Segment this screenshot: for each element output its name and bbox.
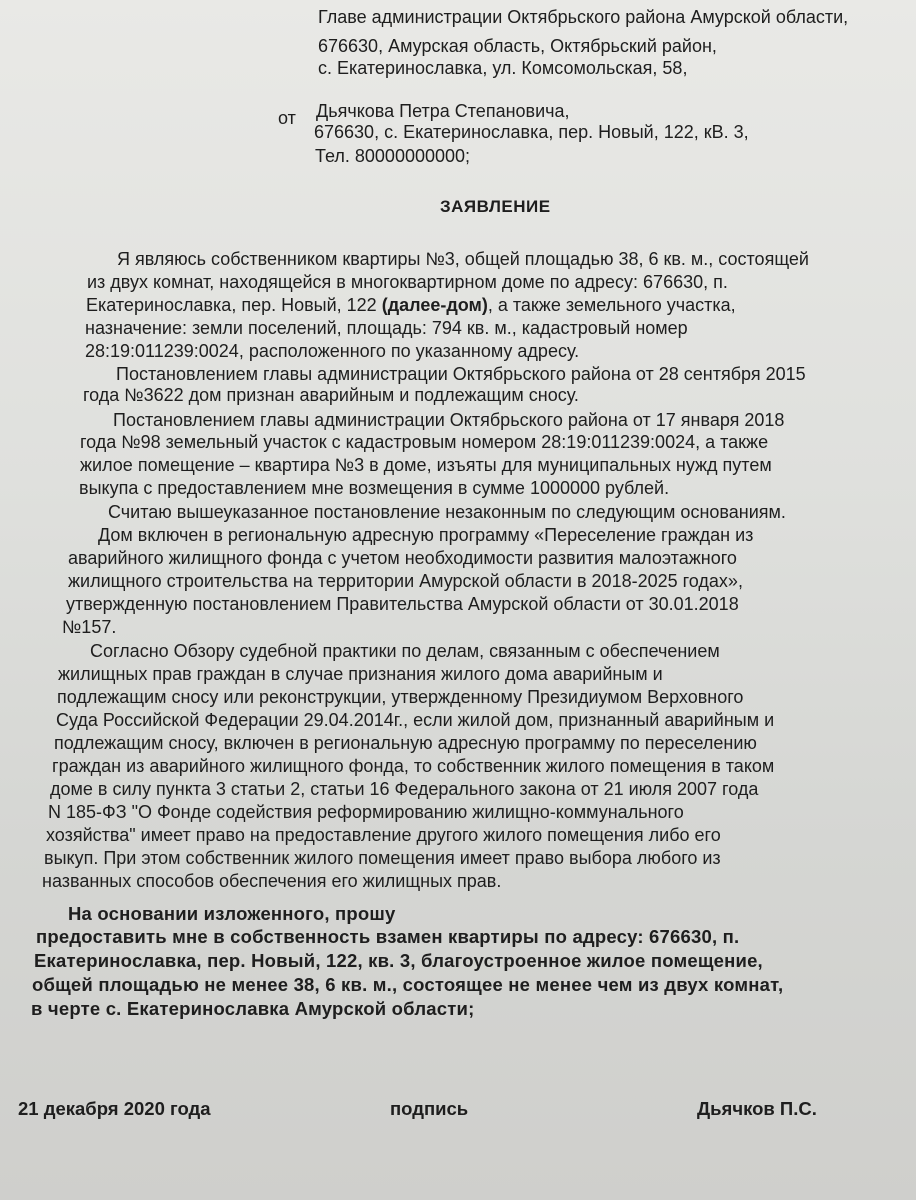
body-line-7: года №3622 дом признан аварийным и подлежащим сносу. xyxy=(83,385,579,405)
body-line-1: Я являюсь собственником квартиры №3, общей площадью 38, 6 кв. м., состоящей xyxy=(117,249,809,269)
body-line-19: жилищных прав граждан в случае признания жилого дома аварийным и xyxy=(58,664,663,684)
document-title: ЗАЯВЛЕНИЕ xyxy=(440,197,551,216)
body-line-5: 28:19:011239:0024, расположенного по указанному адресу. xyxy=(85,341,580,361)
document-date: 21 декабря 2020 года xyxy=(18,1098,211,1119)
sender-phone: Тел. 80000000000; xyxy=(315,146,471,166)
body-line-28: названных способов обеспечения его жилищных прав. xyxy=(42,871,502,891)
body-line-12: Считаю вышеуказанное постановление незаконным по следующим основаниям. xyxy=(108,502,786,522)
body-line-25: N 185-ФЗ "О Фонде содействия реформированию жилищно-коммунального xyxy=(48,802,684,822)
body-line-20: подлежащим сносу или реконструкции, утвержденному Президиумом Верховного xyxy=(57,687,744,707)
body-line-6: Постановлением главы администрации Октябрьского района от 28 сентября 2015 xyxy=(116,364,806,384)
body-line-4: назначение: земли поселений, площадь: 794 кв. м., кадастровый номер xyxy=(85,318,688,338)
body-line-22: подлежащим сносу, включен в региональную адресную программу по переселению xyxy=(54,733,757,753)
body-line-26: хозяйства" имеет право на предоставление другого жилого помещения либо его xyxy=(46,825,721,845)
body-line-16: утвержденную постановлением Правительства Амурской области от 30.01.2018 xyxy=(66,594,739,614)
body-line-13: Дом включен в региональную адресную программу «Переселение граждан из xyxy=(98,525,754,545)
addressee-line-2: 676630, Амурская область, Октябрьский район, xyxy=(318,36,717,56)
body-line-15: жилищного строительства на территории Амурской области в 2018-2025 годах», xyxy=(68,571,743,591)
request-line-1: На основании изложенного, прошу xyxy=(68,903,396,924)
signer-name: Дьячков П.С. xyxy=(697,1098,817,1119)
body-line-11: выкупа с предоставлением мне возмещения в сумме 1000000 рублей. xyxy=(79,478,670,498)
body-line-27: выкуп. При этом собственник жилого помещения имеет право выбора любого из xyxy=(44,848,721,868)
sender-address: 676630, с. Екатеринославка, пер. Новый, 122, кВ. 3, xyxy=(314,122,749,142)
signature-label: подпись xyxy=(390,1098,469,1119)
from-label: от xyxy=(278,108,296,128)
body-line-17: №157. xyxy=(62,617,117,637)
request-line-2: предоставить мне в собственность взамен квартиры по адресу: 676630, п. xyxy=(36,926,740,947)
body-line-3: Екатеринославка, пер. Новый, 122 (далее-дом), а также земельного участка, xyxy=(86,295,736,315)
body-line-8: Постановлением главы администрации Октябрьского района от 17 января 2018 xyxy=(113,410,785,430)
body-line-21: Суда Российской Федерации 29.04.2014г., если жилой дом, признанный аварийным и xyxy=(56,710,775,730)
body-line-14: аварийного жилищного фонда с учетом необходимости развития малоэтажного xyxy=(68,548,737,568)
addressee-line-1: Главе администрации Октябрьского района Амурской области, xyxy=(318,7,849,27)
body-line-18: Согласно Обзору судебной практики по делам, связанным с обеспечением xyxy=(90,641,720,661)
request-line-5: в черте с. Екатеринославка Амурской области; xyxy=(31,998,475,1019)
body-line-24: доме в силу пункта 3 статьи 2, статьи 16 Федерального закона от 21 июля 2007 года xyxy=(50,779,759,799)
body-line-9: года №98 земельный участок с кадастровым номером 28:19:011239:0024, а также xyxy=(80,432,769,452)
sender-name: Дьячкова Петра Степановича, xyxy=(316,101,570,121)
body-line-2: из двух комнат, находящейся в многоквартирном доме по адресу: 676630, п. xyxy=(87,272,728,292)
body-line-23: граждан из аварийного жилищного фонда, то собственник жилого помещения в таком xyxy=(52,756,775,776)
request-line-4: общей площадью не менее 38, 6 кв. м., состоящее не менее чем из двух комнат, xyxy=(32,974,784,995)
addressee-line-3: с. Екатеринославка, ул. Комсомольская, 58, xyxy=(318,58,688,78)
request-line-3: Екатеринославка, пер. Новый, 122, кв. 3, благоустроенное жилое помещение, xyxy=(34,950,763,971)
body-line-10: жилое помещение – квартира №3 в доме, изъяты для муниципальных нужд путем xyxy=(80,455,772,475)
